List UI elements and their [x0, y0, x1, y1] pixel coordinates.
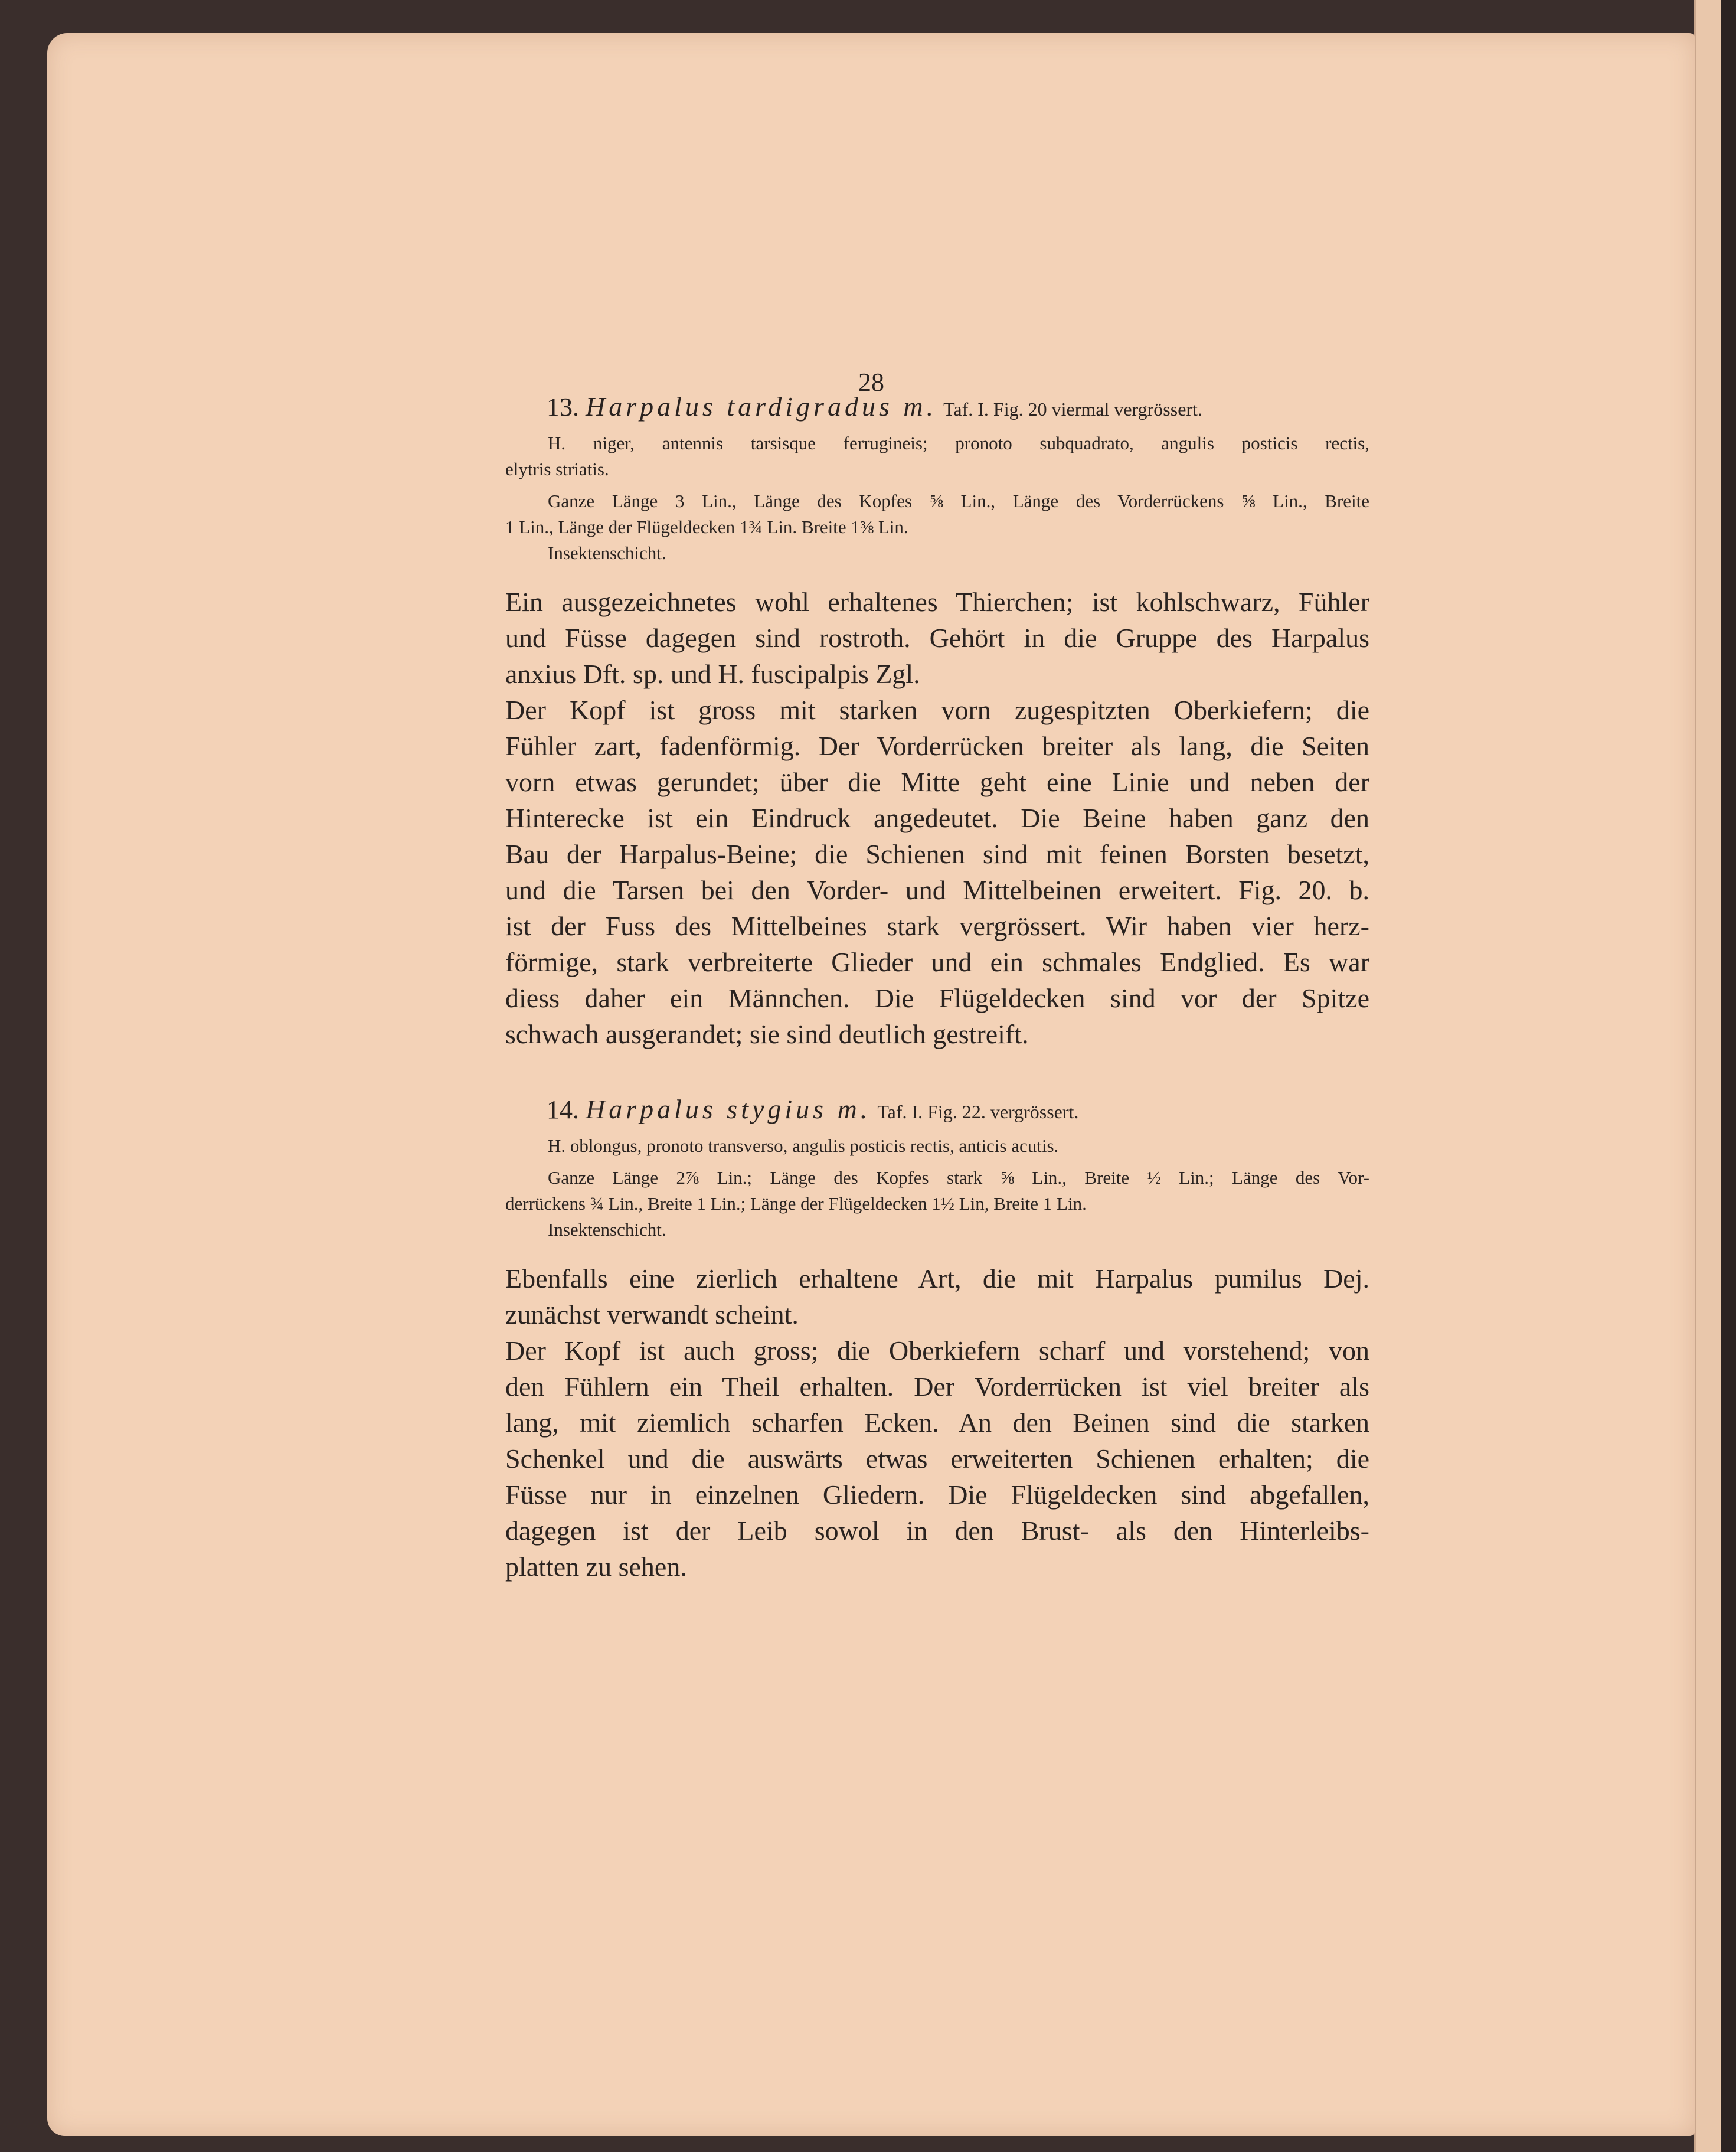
body-text-line: und die Tarsen bei den Vorder- und Mittelbeinen erweitert. Fig. 20. b.: [505, 875, 1369, 905]
body-text-line: schwach ausgerandet; sie sind deutlich gestreift.: [505, 1019, 1029, 1049]
plate-reference: Taf. I. Fig. 22. vergrössert.: [877, 1101, 1079, 1122]
body-text-line: Hinterecke ist ein Eindruck angedeutet. Die Beine haben ganz den: [505, 803, 1369, 833]
body-text-line: ist der Fuss des Mittelbeines stark vergrössert. Wir haben vier herz-: [505, 911, 1369, 941]
body-text-line: Schenkel und die auswärts etwas erweiterten Schienen erhalten; die: [505, 1444, 1369, 1474]
entry-number: 13.: [547, 393, 579, 422]
entry-number: 14.: [547, 1095, 579, 1124]
document-page: [47, 33, 1695, 2136]
body-text-line: Ebenfalls eine zierlich erhaltene Art, die mit Harpalus pumilus Dej.: [505, 1263, 1369, 1294]
entry-heading: [505, 1093, 1369, 1125]
binding-strip: [1721, 0, 1736, 2152]
body-text-line: zunächst verwandt scheint.: [505, 1299, 799, 1330]
measurement-line: derrückens ¾ Lin., Breite 1 Lin.; Länge der Flügeldecken 1½ Lin, Breite 1 Lin.: [505, 1193, 1087, 1214]
body-text-line: Ein ausgezeichnetes wohl erhaltenes Thierchen; ist kohlschwarz, Fühler: [505, 587, 1369, 617]
plate-reference: Taf. I. Fig. 20 viermal vergrössert.: [943, 399, 1202, 420]
body-text-line: dagegen ist der Leib sowol in den Brust- als den Hinterleibs-: [505, 1516, 1369, 1546]
page-number: 28: [858, 368, 884, 397]
entry-harpalus-tardigradus: [505, 391, 1369, 1052]
latin-diagnosis-line: elytris striatis.: [505, 459, 609, 479]
entry-harpalus-stygius: [505, 1093, 1369, 1585]
body-text-line: förmige, stark verbreiterte Glieder und ein schmales Endglied. Es war: [505, 947, 1369, 977]
species-name: Harpalus tardigradus m.: [586, 391, 937, 422]
body-text-line: den Fühlern ein Theil erhalten. Der Vorderrücken ist viel breiter als: [505, 1371, 1369, 1402]
body-text-line: Fühler zart, fadenförmig. Der Vorderrücken breiter als lang, die Seiten: [505, 731, 1369, 761]
species-name: Harpalus stygius m.: [586, 1094, 871, 1124]
body-text-line: Füsse nur in einzelnen Gliedern. Die Flügeldecken sind abgefallen,: [505, 1480, 1369, 1510]
measurement-line: Ganze Länge 2⅞ Lin.; Länge des Kopfes stark ⅝ Lin., Breite ½ Lin.; Länge des Vor-: [548, 1167, 1369, 1188]
layer-label: Insektenschicht.: [548, 543, 666, 563]
body-text-line: Der Kopf ist auch gross; die Oberkiefern scharf und vorstehend; von: [505, 1335, 1369, 1366]
latin-diagnosis-line: H. oblongus, pronoto transverso, angulis posticis rectis, anticis acutis.: [548, 1135, 1059, 1156]
latin-diagnosis-line: H. niger, antennis tarsisque ferrugineis; pronoto subquadrato, angulis posticis rectis,: [548, 433, 1369, 453]
body-text-line: anxius Dft. sp. und H. fuscipalpis Zgl.: [505, 659, 920, 689]
body-text-line: vorn etwas gerundet; über die Mitte geht eine Linie und neben der: [505, 767, 1369, 797]
body-text-line: Bau der Harpalus-Beine; die Schienen sind mit feinen Borsten besetzt,: [505, 839, 1369, 869]
body-text-line: diess daher ein Männchen. Die Flügeldecken sind vor der Spitze: [505, 983, 1369, 1013]
entry-heading: [505, 391, 1369, 422]
measurement-line: 1 Lin., Länge der Flügeldecken 1¾ Lin. Breite 1⅜ Lin.: [505, 517, 908, 537]
body-text-line: platten zu sehen.: [505, 1552, 687, 1582]
layer-label: Insektenschicht.: [548, 1219, 666, 1240]
body-text-line: Der Kopf ist gross mit starken vorn zugespitzten Oberkiefern; die: [505, 695, 1369, 725]
body-text-line: und Füsse dagegen sind rostroth. Gehört in die Gruppe des Harpalus: [505, 623, 1369, 653]
measurement-line: Ganze Länge 3 Lin., Länge des Kopfes ⅝ Lin., Länge des Vorderrückens ⅝ Lin., Breite: [548, 491, 1369, 511]
body-text-line: lang, mit ziemlich scharfen Ecken. An den Beinen sind die starken: [505, 1408, 1369, 1438]
